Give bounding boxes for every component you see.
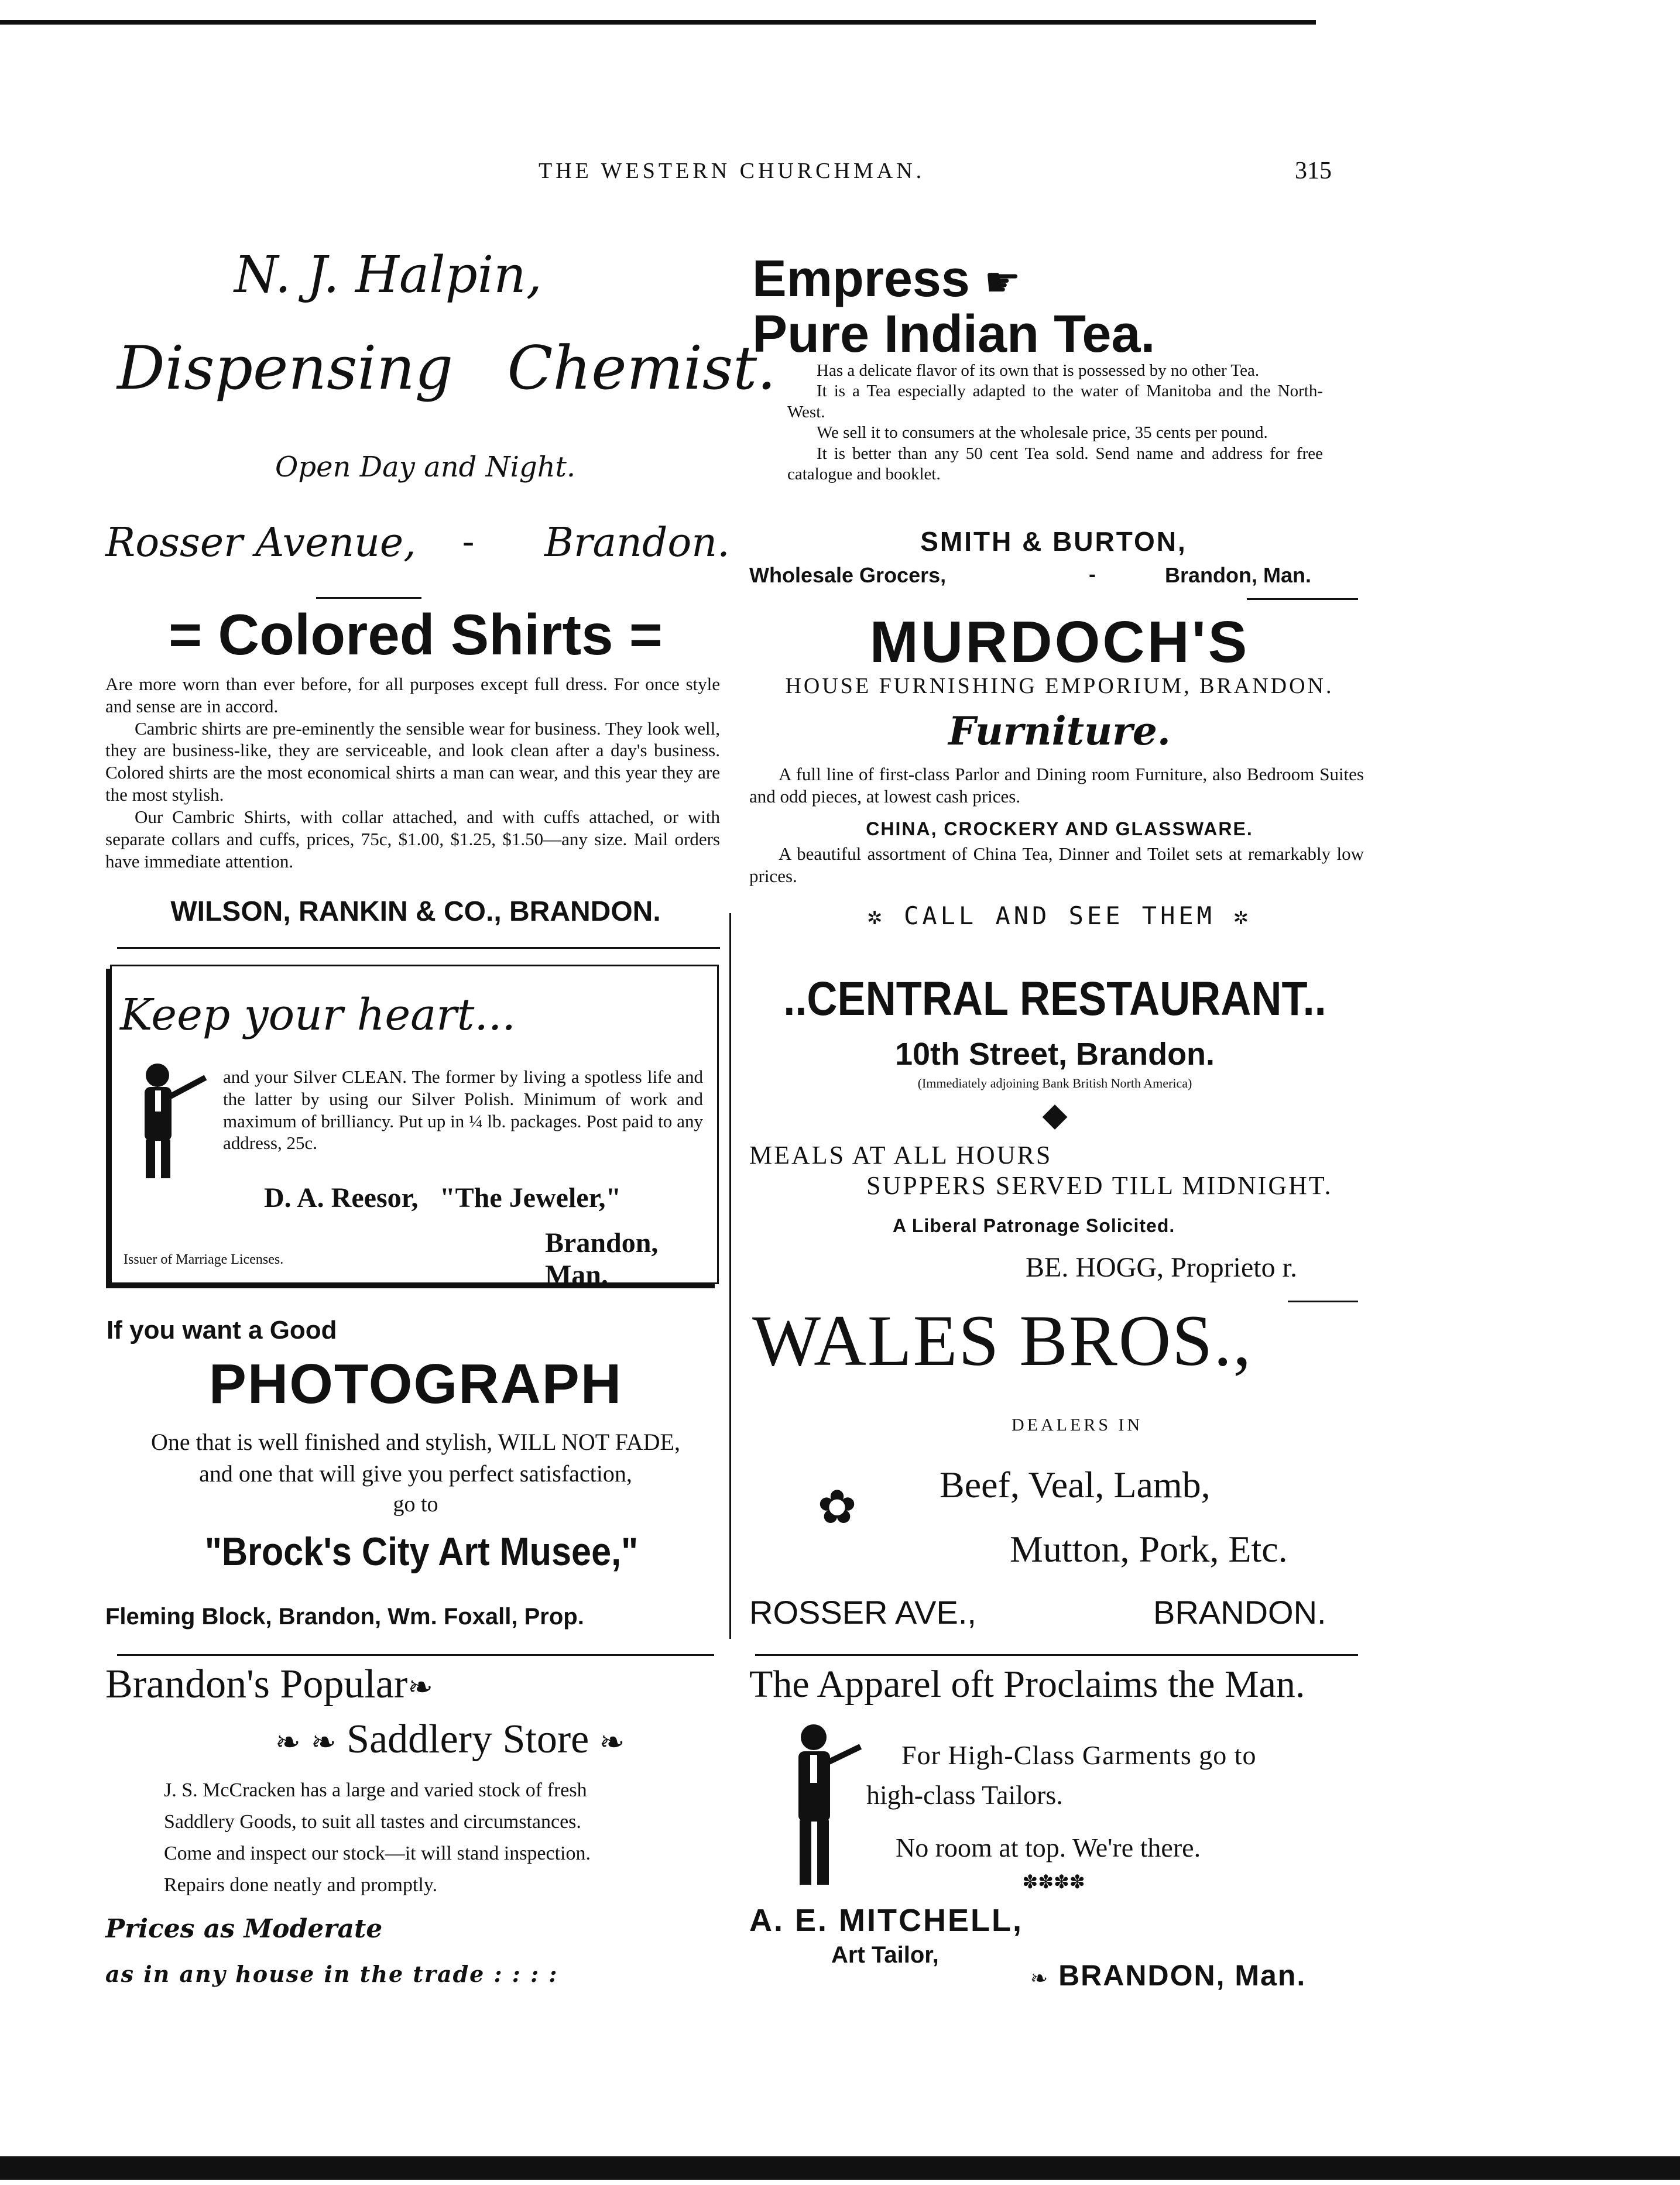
- mitchell-line-1: For High-Class Garments go to: [901, 1740, 1257, 1770]
- empress-title-1: [752, 249, 1021, 308]
- empress-title-2: Pure Indian Tea.: [752, 305, 1156, 363]
- murdoch-section-2: CHINA, CROCKERY AND GLASSWARE.: [866, 818, 1253, 839]
- halpin-dash: -: [462, 522, 474, 560]
- murdoch-call: ✲ CALL AND SEE THEM ✲: [867, 901, 1252, 930]
- mitchell-line-3: No room at top. We're there.: [896, 1833, 1201, 1862]
- empress-para-3: We sell it to consumers at the wholesale price, 35 cents per pound.: [817, 423, 1268, 443]
- shirts-title: = Colored Shirts =: [168, 602, 663, 667]
- fleuron-ornament-icon: ✿: [817, 1482, 857, 1534]
- leaf-ornament-icon: ❧: [1030, 1966, 1050, 1990]
- photo-line-3: go to: [393, 1492, 438, 1517]
- mitchell-role: Art Tailor,: [831, 1942, 939, 1968]
- empress-firm: SMITH & BURTON,: [920, 526, 1187, 557]
- murdoch-para-2: A beautiful assortment of China Tea, Dinner and Toilet sets at remarkably low prices.: [749, 843, 1364, 886]
- photo-line-2: and one that will give you perfect satisfaction,: [199, 1460, 632, 1487]
- halpin-bottom-rule: [316, 597, 421, 599]
- photo-address: Fleming Block, Brandon, Wm. Foxall, Prop.: [105, 1604, 584, 1630]
- empress-para-1: Has a delicate flavor of its own that is possessed by no other Tea.: [817, 361, 1260, 380]
- reesor-box: [110, 965, 719, 1291]
- pointing-hand-icon: ☛: [984, 259, 1021, 305]
- halpin-town: Brandon.: [544, 520, 730, 566]
- murdoch-subtitle: HOUSE FURNISHING EMPORIUM, BRANDON.: [785, 674, 1334, 698]
- saddlery-line-1: J. S. McCracken has a large and varied stock of fresh: [164, 1779, 587, 1801]
- reesor-headline: Keep your heart...: [120, 990, 516, 1040]
- photo-lead: If you want a Good: [107, 1316, 337, 1344]
- reesor-issuer: Issuer of Marriage Licenses.: [124, 1252, 284, 1267]
- wales-street: ROSSER AVE.,: [749, 1594, 976, 1631]
- photo-bottom-rule: [117, 1654, 714, 1656]
- shirts-bottom-rule: [117, 947, 720, 949]
- mitchell-name: A. E. MITCHELL,: [749, 1903, 1023, 1938]
- empress-place: Brandon, Man.: [1165, 563, 1311, 587]
- empress-trade: Wholesale Grocers,: [749, 563, 947, 587]
- column-divider: [729, 913, 731, 1639]
- page-number: 315: [1295, 157, 1332, 184]
- murdoch-para-1: A full line of first-class Parlor and Dining room Furniture, also Bedroom Suites and odd pieces, at lowest cash prices.: [749, 764, 1364, 807]
- leaf-ornament-icon: ❧: [599, 1726, 625, 1759]
- halpin-hours: Open Day and Night.: [275, 451, 576, 483]
- top-border-rule: [0, 20, 1316, 25]
- restaurant-title: ..CENTRAL RESTAURANT..: [783, 972, 1326, 1025]
- restaurant-line-1: MEALS AT ALL HOURS: [749, 1141, 1052, 1169]
- wales-line-2: Mutton, Pork, Etc.: [1010, 1528, 1288, 1570]
- empress-dash: -: [1089, 562, 1096, 586]
- shirts-body: [105, 673, 720, 872]
- saddlery-prices-1: Prices as Moderate: [105, 1914, 383, 1944]
- wales-town: BRANDON.: [1153, 1594, 1326, 1631]
- restaurant-patronage: A Liberal Patronage Solicited.: [893, 1215, 1175, 1236]
- saddlery-title-1: [105, 1661, 433, 1708]
- bottom-border-rule: [0, 2156, 1680, 2180]
- halpin-profession: Dispensing Chemist.: [117, 334, 776, 403]
- photo-title: PHOTOGRAPH: [208, 1353, 623, 1415]
- leaf-ornament-icon: ❧: [311, 1726, 337, 1759]
- saddlery-title-2-row: [275, 1716, 625, 1763]
- shirts-firm: WILSON, RANKIN & CO., BRANDON.: [170, 896, 661, 927]
- running-title: THE WESTERN CHURCHMAN.: [539, 159, 925, 183]
- restaurant-bottom-rule: [1288, 1301, 1358, 1302]
- leaf-ornament-icon: ❧: [407, 1671, 433, 1704]
- halpin-street: Rosser Avenue,: [105, 520, 416, 566]
- mitchell-dingbats: ✽✽✽✽: [1022, 1871, 1085, 1892]
- restaurant-address: 10th Street, Brandon.: [894, 1037, 1215, 1072]
- mitchell-line-2: high-class Tailors.: [866, 1780, 1063, 1810]
- photo-line-1: One that is well finished and stylish, WILL NOT FADE,: [151, 1429, 680, 1455]
- leaf-ornament-icon: ❧: [275, 1726, 301, 1759]
- reesor-name: D. A. Reesor,: [264, 1182, 419, 1213]
- wales-line-1: Beef, Veal, Lamb,: [940, 1464, 1211, 1505]
- saddlery-line-2: Saddlery Goods, to suit all tastes and circumstances.: [164, 1811, 581, 1833]
- gentleman-figure-icon: [129, 1060, 217, 1183]
- halpin-name: N. J. Halpin,: [234, 246, 542, 304]
- shirts-para-3: Our Cambric Shirts, with collar attached, and with cuffs attached, or with separate collars and cuffs, prices, 75c, $1.00, $1.25, $1.50—any size. Mail orders have immediate attention.: [105, 806, 720, 872]
- shirts-para-1: Are more worn than ever before, for all purposes except full dress. For once style and sense are in accord.: [105, 674, 720, 716]
- saddlery-title-2: Saddlery Store: [347, 1717, 589, 1762]
- reesor-place: Brandon, Man.: [545, 1227, 659, 1291]
- murdoch-furniture: Furniture.: [948, 708, 1171, 754]
- wales-bottom-rule: [755, 1654, 1358, 1656]
- reesor-body: and your Silver CLEAN. The former by living a spotless life and the latter by using our Silver Polish. Minimum of work and maximum of brilliancy. Put up in ¼ lb. packages. Post paid to any address, 25c.: [223, 1066, 703, 1154]
- diamond-ornament-icon: ◆: [1042, 1097, 1068, 1133]
- empress-body: [787, 361, 1323, 485]
- wales-dealers: DEALERS IN: [1012, 1415, 1143, 1435]
- restaurant-line-2: SUPPERS SERVED TILL MIDNIGHT.: [866, 1171, 1333, 1200]
- saddlery-line-4: Repairs done neatly and promptly.: [164, 1874, 438, 1896]
- mitchell-place: [1030, 1958, 1306, 1992]
- restaurant-note: (Immediately adjoining Bank British North America): [917, 1076, 1192, 1090]
- empress-title-1-text: Empress: [752, 249, 970, 307]
- restaurant-proprietor: BE. HOGG, Proprieto r.: [1026, 1252, 1297, 1283]
- mitchell-place-text: BRANDON, Man.: [1058, 1959, 1307, 1992]
- photo-studio: "Brock's City Art Musee,": [204, 1529, 639, 1574]
- tailor-figure-icon: [773, 1721, 866, 1896]
- saddlery-prices-2: as in any house in the trade : : : :: [105, 1961, 558, 1987]
- reesor-title: "The Jeweler,": [440, 1182, 622, 1213]
- murdoch-title: MURDOCH'S: [869, 609, 1250, 675]
- wales-title: WALES BROS.,: [752, 1301, 1253, 1381]
- empress-para-2: It is a Tea especially adapted to the water of Manitoba and the North-West.: [787, 382, 1323, 421]
- empress-para-4: It is better than any 50 cent Tea sold. Send name and address for free catalogue and booklet.: [787, 444, 1323, 483]
- empress-bottom-rule: [1247, 598, 1358, 600]
- saddlery-line-3: Come and inspect our stock—it will stand inspection.: [164, 1843, 591, 1864]
- shirts-para-2: Cambric shirts are pre-eminently the sensible wear for business. They look well, they are business-like, they are serviceable, and look clean after a day's business. Colored shirts are the most economical shirts a man can wear, and this year they are the most stylish.: [105, 718, 720, 805]
- mitchell-title: The Apparel oft Proclaims the Man.: [749, 1663, 1305, 1706]
- saddlery-title-1-text: Brandon's Popular: [105, 1662, 408, 1707]
